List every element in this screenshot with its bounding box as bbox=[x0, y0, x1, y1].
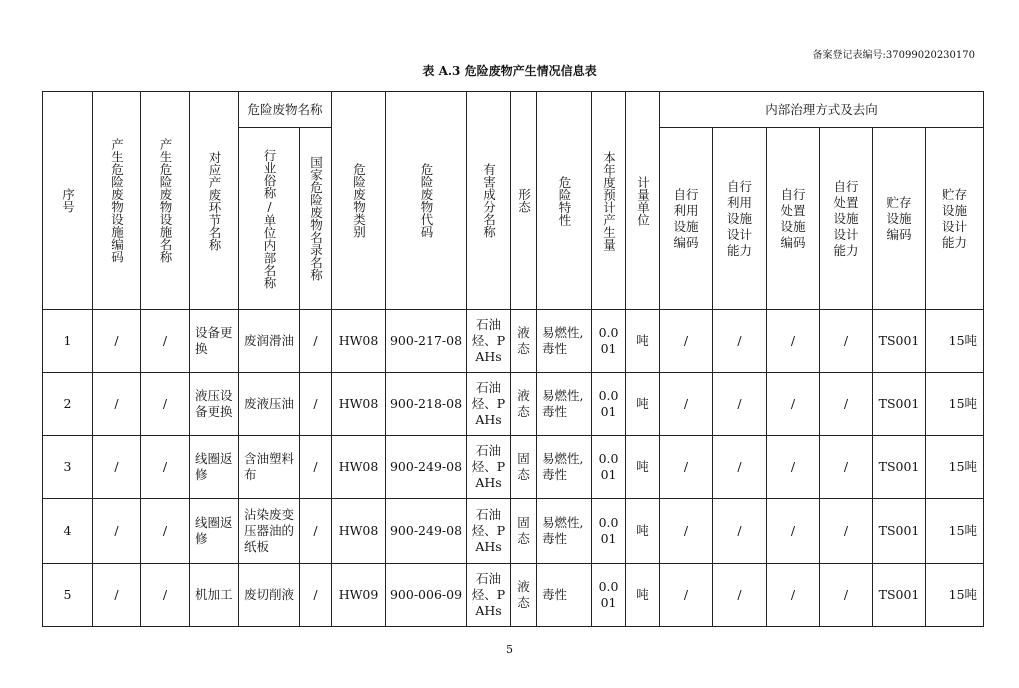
col-hazard-components: 有害成分名称 bbox=[467, 92, 511, 310]
cell-national-name: / bbox=[300, 564, 332, 627]
cell-form: 固态 bbox=[511, 436, 537, 499]
cell-storage-code: TS001 bbox=[873, 373, 926, 436]
cell-unit: 吨 bbox=[626, 499, 660, 564]
cell-national-name: / bbox=[300, 499, 332, 564]
cell-self-use-capacity: / bbox=[713, 499, 767, 564]
cell-seq: 4 bbox=[43, 499, 93, 564]
col-self-disposal-capacity: 自行处置设施设计能力 bbox=[820, 128, 873, 310]
cell-hazard-property: 毒性 bbox=[537, 564, 592, 627]
cell-code: 900-249-08 bbox=[386, 499, 467, 564]
cell-facility-code: / bbox=[93, 436, 141, 499]
cell-national-name: / bbox=[300, 310, 332, 373]
cell-self-disposal-capacity: / bbox=[820, 499, 873, 564]
col-self-use-code: 自行利用设施编码 bbox=[660, 128, 713, 310]
table-row bbox=[43, 373, 984, 436]
col-form: 形态 bbox=[511, 92, 537, 310]
cell-industry-name: 废切削液 bbox=[239, 564, 300, 627]
cell-self-use-capacity: / bbox=[713, 310, 767, 373]
cell-annual-amount: 0.001 bbox=[592, 564, 626, 627]
cell-process: 机加工 bbox=[190, 564, 239, 627]
cell-seq: 3 bbox=[43, 436, 93, 499]
cell-facility-name: / bbox=[141, 310, 190, 373]
cell-self-use-capacity: / bbox=[713, 373, 767, 436]
col-facility-name: 产生危险废物设施名称 bbox=[141, 92, 190, 310]
col-hazard-property: 危险特性 bbox=[537, 92, 592, 310]
page-number: 5 bbox=[506, 643, 513, 656]
table-caption: 表 A.3 危险废物产生情况信息表 bbox=[422, 64, 597, 78]
cell-industry-name: 沾染废变压器油的纸板 bbox=[239, 499, 300, 564]
cell-annual-amount: 0.001 bbox=[592, 310, 626, 373]
cell-hazard-property: 易燃性,毒性 bbox=[537, 499, 592, 564]
col-storage-code: 贮存设施编码 bbox=[873, 128, 926, 310]
col-group-internal: 内部治理方式及去向 bbox=[660, 92, 984, 128]
cell-industry-name: 含油塑料布 bbox=[239, 436, 300, 499]
cell-self-disposal-capacity: / bbox=[820, 373, 873, 436]
cell-form: 液态 bbox=[511, 310, 537, 373]
cell-unit: 吨 bbox=[626, 310, 660, 373]
cell-facility-code: / bbox=[93, 499, 141, 564]
cell-storage-code: TS001 bbox=[873, 436, 926, 499]
cell-seq: 5 bbox=[43, 564, 93, 627]
col-storage-capacity: 贮存设施设计能力 bbox=[926, 128, 984, 310]
cell-self-disposal-capacity: / bbox=[820, 564, 873, 627]
cell-storage-capacity: 15吨 bbox=[926, 436, 984, 499]
col-national-name: 国家危险废物名录名称 bbox=[300, 128, 332, 310]
cell-unit: 吨 bbox=[626, 564, 660, 627]
col-seq: 序号 bbox=[43, 92, 93, 310]
cell-hazard-components: 石油烃、PAHs bbox=[467, 436, 511, 499]
cell-annual-amount: 0.001 bbox=[592, 436, 626, 499]
cell-category: HW08 bbox=[332, 310, 386, 373]
col-unit: 计量单位 bbox=[626, 92, 660, 310]
cell-category: HW08 bbox=[332, 436, 386, 499]
cell-annual-amount: 0.001 bbox=[592, 499, 626, 564]
cell-process: 设备更换 bbox=[190, 310, 239, 373]
cell-code: 900-217-08 bbox=[386, 310, 467, 373]
cell-national-name: / bbox=[300, 436, 332, 499]
cell-hazard-components: 石油烃、PAHs bbox=[467, 499, 511, 564]
table-row bbox=[43, 499, 984, 564]
cell-process: 液压设备更换 bbox=[190, 373, 239, 436]
cell-seq: 2 bbox=[43, 373, 93, 436]
cell-form: 液态 bbox=[511, 564, 537, 627]
col-annual-amount: 本年度预计产生量 bbox=[592, 92, 626, 310]
cell-storage-capacity: 15吨 bbox=[926, 499, 984, 564]
cell-industry-name: 废液压油 bbox=[239, 373, 300, 436]
cell-facility-code: / bbox=[93, 373, 141, 436]
col-facility-code: 产生危险废物设施编码 bbox=[93, 92, 141, 310]
cell-storage-capacity: 15吨 bbox=[926, 310, 984, 373]
cell-seq: 1 bbox=[43, 310, 93, 373]
cell-facility-name: / bbox=[141, 499, 190, 564]
cell-hazard-components: 石油烃、PAHs bbox=[467, 373, 511, 436]
cell-facility-code: / bbox=[93, 564, 141, 627]
cell-code: 900-218-08 bbox=[386, 373, 467, 436]
cell-self-disposal-code: / bbox=[767, 436, 820, 499]
cell-hazard-components: 石油烃、PAHs bbox=[467, 310, 511, 373]
cell-self-use-code: / bbox=[660, 436, 713, 499]
cell-self-use-code: / bbox=[660, 564, 713, 627]
col-group-waste-name: 危险废物名称 bbox=[239, 92, 332, 128]
cell-facility-name: / bbox=[141, 373, 190, 436]
cell-category: HW08 bbox=[332, 499, 386, 564]
table-row bbox=[43, 310, 984, 373]
cell-hazard-property: 易燃性,毒性 bbox=[537, 310, 592, 373]
cell-unit: 吨 bbox=[626, 436, 660, 499]
cell-form: 固态 bbox=[511, 499, 537, 564]
registration-number: 备案登记表编号:370990202301​70 bbox=[812, 50, 975, 61]
cell-self-disposal-code: / bbox=[767, 310, 820, 373]
cell-self-disposal-code: / bbox=[767, 499, 820, 564]
cell-facility-code: / bbox=[93, 310, 141, 373]
cell-storage-code: TS001 bbox=[873, 499, 926, 564]
table-row bbox=[43, 564, 984, 627]
cell-industry-name: 废润滑油 bbox=[239, 310, 300, 373]
cell-self-use-code: / bbox=[660, 310, 713, 373]
col-category: 危险废物类别 bbox=[332, 92, 386, 310]
cell-self-use-capacity: / bbox=[713, 564, 767, 627]
cell-category: HW08 bbox=[332, 373, 386, 436]
col-self-use-capacity: 自行利用设施设计能力 bbox=[713, 128, 767, 310]
table-row bbox=[43, 436, 984, 499]
cell-self-disposal-code: / bbox=[767, 373, 820, 436]
cell-self-use-code: / bbox=[660, 499, 713, 564]
cell-self-use-code: / bbox=[660, 373, 713, 436]
cell-self-disposal-capacity: / bbox=[820, 310, 873, 373]
cell-self-disposal-capacity: / bbox=[820, 436, 873, 499]
cell-self-use-capacity: / bbox=[713, 436, 767, 499]
cell-storage-capacity: 15吨 bbox=[926, 373, 984, 436]
cell-hazard-property: 易燃性,毒性 bbox=[537, 373, 592, 436]
col-industry-name: 行业俗称/单位内部名称 bbox=[239, 128, 300, 310]
cell-hazard-property: 易燃性,毒性 bbox=[537, 436, 592, 499]
cell-storage-code: TS001 bbox=[873, 564, 926, 627]
cell-process: 线圈返修 bbox=[190, 499, 239, 564]
cell-national-name: / bbox=[300, 373, 332, 436]
cell-hazard-components: 石油烃、PAHs bbox=[467, 564, 511, 627]
cell-storage-code: TS001 bbox=[873, 310, 926, 373]
col-process: 对应产废环节名称 bbox=[190, 92, 239, 310]
cell-storage-capacity: 15吨 bbox=[926, 564, 984, 627]
col-code: 危险废物代码 bbox=[386, 92, 467, 310]
hazardous-waste-table bbox=[42, 91, 984, 627]
cell-facility-name: / bbox=[141, 436, 190, 499]
cell-self-disposal-code: / bbox=[767, 564, 820, 627]
col-self-disposal-code: 自行处置设施编码 bbox=[767, 128, 820, 310]
cell-code: 900-006-09 bbox=[386, 564, 467, 627]
cell-form: 液态 bbox=[511, 373, 537, 436]
cell-unit: 吨 bbox=[626, 373, 660, 436]
cell-annual-amount: 0.001 bbox=[592, 373, 626, 436]
cell-process: 线圈返修 bbox=[190, 436, 239, 499]
cell-category: HW09 bbox=[332, 564, 386, 627]
cell-code: 900-249-08 bbox=[386, 436, 467, 499]
cell-facility-name: / bbox=[141, 564, 190, 627]
